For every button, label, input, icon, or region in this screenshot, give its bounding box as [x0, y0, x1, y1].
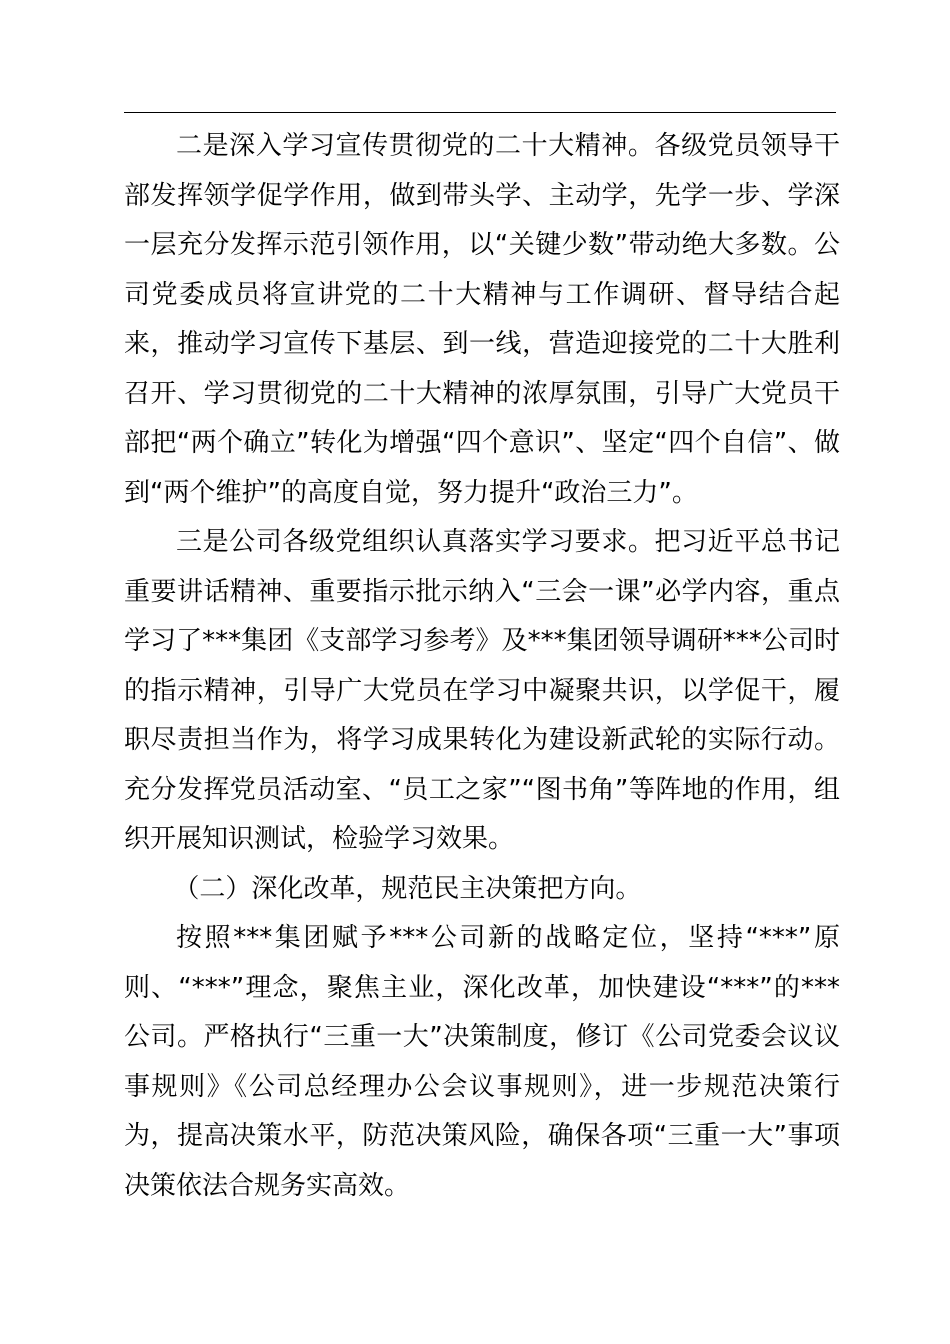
section-heading-reform: （二）深化改革，规范民主决策把方向。	[173, 873, 642, 904]
paragraph-reform-decisions: 按照***集团赋予***公司新的战略定位，坚持“***”原则、“***”理念，聚焦主业，深化改革，加快建设“***”的***公司。严格执行“三重一大”决策制度，修订《公司党委会议议事规则》《公司总经理办公会议事规则》，进一步规范决策行为，提高决策水平，防范决策风险，确保各项“三重一大”事项决策依法合规务实高效。	[124, 923, 840, 1201]
paragraph-study-requirements: 三是公司各级党组织认真落实学习要求。把习近平总书记重要讲话精神、重要指示批示纳入“三会一课”必学内容，重点学习了***集团《支部学习参考》及***集团领导调研***公司时的指示精神，引导广大党员在学习中凝聚共识，以学促干，履职尽责担当作为，将学习成果转化为建设新武轮的实际行动。充分发挥党员活动室、“员工之家”“图书角”等阵地的作用，组织开展知识测试，检验学习效果。	[124, 527, 840, 854]
paragraph-study-spirit: 二是深入学习宣传贯彻党的二十大精神。各级党员领导干部发挥领学促学作用，做到带头学、主动学，先学一步、学深一层充分发挥示范引领作用，以“关键少数”带动绝大多数。公司党委成员将宣讲党的二十大精神与工作调研、督导结合起来，推动学习宣传下基层、到一线，营造迎接党的二十大胜利召开、学习贯彻党的二十大精神的浓厚氛围，引导广大党员干部把“两个确立”转化为增强“四个意识”、坚定“四个自信”、做到“两个维护”的高度自觉，努力提升“政治三力”。	[124, 131, 840, 508]
header-rule	[124, 112, 836, 113]
document-body	[124, 122, 840, 1211]
